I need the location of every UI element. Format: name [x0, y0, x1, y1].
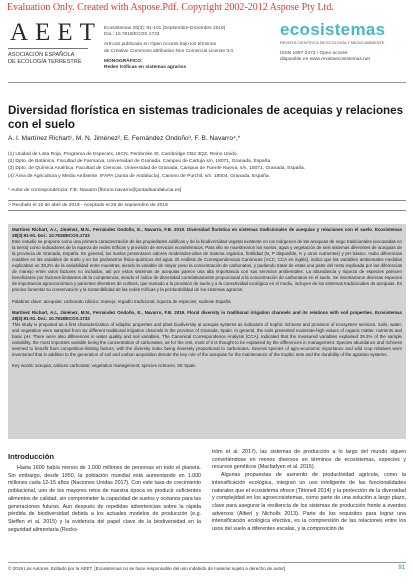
intro-paragraph-1-continued: tröm et al. 2017), las sistemas de producción a lo largo del mundo siguen convirtiéndose en menos diversos en términos de ecosistemas, especies y recursos genéticos (Macfadyen et al. 2015).	[212, 449, 406, 471]
article-title: Diversidad florística en sistemas tradicionales de acequias y relaciones con el suelo	[8, 104, 404, 131]
intro-paragraph-2: Algunas propuestas de aumento de productividad agrícola, como la intensificación ecológica, integran un uso inteligente de las funcionalidades naturales que el ecosistema ofrece (Tittonell 2014) y la protección de la diversidad y complejidad en los agroecosistemas, como parte de una solución a largo plazo, clave para asegurar la resiliencia de los sistemas de producción frente a eventos adversos (Altieri y Nicholls 2013). Parte de los requisitos para lograr una intensificación ecológica efectiva, es la comprensión de las relaciones entre los usos del suelo a diferentes escalas, y la composición de	[212, 472, 406, 533]
abstract-es-citation: Martínez Richart, A.I., Jiménez, M.N., Fernández Ondoño, E., Navarro, F.B. 2019. Diversidad florística en sistemas tradicionales de acequias y relaciones con el suelo. Ecosistemas 28(3):91-91. Doi.: 10.7818/ECOS.1733	[12, 227, 402, 239]
abstract-es-keywords: Palabras clave: acequias; carbonato cálcico; manejo; regadío tradicional; riqueza de especies; sudeste España	[12, 298, 231, 304]
journal-header	[8, 18, 406, 81]
intro-paragraph-1: Hasta 1600 había menos de 1.000 millones de personas en todo el planeta. Sin embargo, desde 1950, la población mundial está aumentando en 1.000 millones cada 12-15 años (Naciones Unidas 2017). Con este tasa de crecimiento poblacional, uno de los mayores retos de nuestra época es producir suficientes alimentos de calidad, sin comprometer la capacidad de suelos y océanos para las generaciones futuras. Aun después de repetidas advertencias sobre la rápida pérdida de biodiversidad debida a los actuales modelos de producción (e.g. Steffen et al. 2015) y la evidencia del papel clave de la biodiversidad en la seguridad alimentaria (Rocks-	[8, 465, 201, 533]
affiliations	[8, 151, 406, 180]
introduction-heading: Introducción	[8, 452, 54, 461]
monograph-label: MONOGRÁFICO:	[104, 58, 143, 64]
aeet-logo-letters: AEET	[8, 18, 88, 49]
ecosistemas-logo: ecosistemas	[280, 20, 386, 39]
intro-right-column	[212, 449, 406, 534]
ecosistemas-tagline: REVISTA CIENTÍFICA DE ECOLOGÍA Y MEDIO AMBIENTE	[280, 40, 385, 45]
issue-metadata	[104, 26, 272, 71]
abstract-en-body: This study is proposed as a first characterization of edaphic properties and plant biodiversity at acequia systems as indicators of trophic richness and provision of ecosystem services. Soils, water, and vegetation were sampled from six different traditional irrigation channels in the province of Granada, Spain. In general, the soils presented moderate-high values of organic matter, nutrients and basic pH. There were also differences in water quality and soil variables. The Canonical Correspondence Analysis (CCA), indicated that the measured variables explained 39.2% of the sample variability, the most important variable being the concentration of carbonates, as for the rest, most of it is thought to be explained by the differences in management. Species abundance and richness seemed to benefit from competition-limiting factors, with the diversity index being inversely proportional to carbonates. Several species of agro-economic importance and wild crop relatives were inventoried that in addition to the generation of soil and carbon acquisition denote the key role of the acequias for the maintenance of the trophic nets and the durability of the agrarian systems.	[12, 321, 402, 357]
author-list: A. I. Martínez Richart¹, M. N. Jiménez², E. Fernández Ondoño³, F. B. Navarro⁴,*	[8, 135, 241, 142]
monograph-title: Redes tróficas en sistemas agrarios	[104, 65, 187, 71]
availability-link[interactable]: disponible en www.revistaecosistemas.net	[280, 57, 370, 63]
abstract-en-citation: Martínez Richart, A.I., Jiménez, M.N., Fernández Ondoño, E., Navarro, F.B. 2019. Floral diversity in traditional irrigation channels and its relations with soil properties. Ecosistemas 28(3):91-91. Doi.: 10.7818/ECOS.1733	[12, 309, 402, 321]
affiliation-4: (4) Área de Agricultura y Medio Ambiente. IFAPA (Junta de Andalucía), Camino de Purchil, s/n. 18004, Granada, España.	[8, 173, 270, 179]
doi-line: Doi.: 10.7818/ECOS.1733	[104, 32, 160, 38]
copyright-footer: © 2019 Los Autores. Editado por la AEET. [Ecosistemas no se hace responsable del uso indebido de material sujeto a derecho de autor]	[8, 566, 286, 571]
aeet-logo	[8, 18, 102, 81]
corresponding-author: * Autor de correspondencia: F.B. Navarro [fbruno.navarro@juntadeandalucia.es]	[8, 188, 182, 193]
aeet-logo-subtitle-2: DE ECOLOGÍA TERRESTRE	[8, 59, 82, 65]
footer-divider	[8, 562, 406, 563]
license-line-1: Artículo publicado en Open Access bajo los términos	[104, 42, 216, 48]
abstract-box	[8, 224, 406, 439]
intro-left-column	[8, 465, 201, 534]
aeet-logo-subtitle-1: ASOCIACIÓN ESPAÑOLA	[8, 52, 75, 58]
received-accepted-dates: > Recibido el 15 de abril de 2019 - Aceptado el 26 de septiembre de 2019	[8, 200, 406, 211]
abstract-es-body: Este estudio se propone como una primera caracterización de las propiedades edáficas y de la biodiversidad vegetal existente en los márgenes de las acequias de riego tradicionales (excavadas en la tierra) como indicadores de la riqueza de redes tróficas y provisión de servicios ecosistémicos. Para ello se muestrearon los suelos, agua y vegetación de seis sistemas diferentes de acequias de la provincia de Granada, España. En general, los suelos presentaron valores moderados-altos de materia orgánica, fertilidad (N, P disponible, K y otros nutrientes) y pH básico. Hubo diferencias notables en las variables de suelo y en los parámetros físico-químicos del agua. El Análisis de Correspondencias Canónicas (ACC, CCA en inglés), indicó que las variables ambientales medidas explicaban un 39,2% de la variabilidad entre muestras, siendo la variable de mayor peso la concentración de carbonatos, y pudiendo tratar de estas una parte del resto explicada por las diferencias de manejo entre otros factores no incluidos, así por estos sistemas de acequias parece una alta importancia con sus servicios ambientales. La abundancia y riqueza de especies parecen beneficiarse por factores limitantes de la competencia, siendo el índice de diversidad correlativamente proporcional a la concentración de carbonatos en el suelo. Se inventariaron diversas especies de importancia agroeconómica y parientes silvestres de cultivos, que sumado a la provisión de suelo y a la conectividad ecológica en el medio, incluyen de los sistemas tradicionales de acequias. Es preciso fomentar su conservación y la sostenibilidad de las redes tróficas y la perdurabilidad de los sistemas agrarios.	[12, 239, 402, 293]
ecosistemas-block	[280, 21, 412, 63]
abstract-en-keywords: Key words: acequia; calcium carbonate; vegetation management; species richness; SE Spain	[12, 362, 196, 368]
license-line-2: de Creative Commons attribution Non Comercial License 3.0.	[104, 48, 235, 54]
page-number: 91	[398, 565, 405, 571]
affiliation-1: (1) Unidad de Lista Roja. Programa de Especies, UICN. Pembroke St. Cambridge CB2 3QZ, Reino Unido.	[8, 152, 238, 157]
evaluation-watermark: Evaluation Only. Created with Aspose.Pdf. Copyright 2002-2012 Aspose Pty Ltd.	[7, 2, 334, 13]
affiliation-2: (2) Dpto. de Botánica. Facultad de Farmacia, Universidad de Granada. Campus de Cartuja s/n, 18071, Granada, España.	[8, 159, 272, 165]
issue-line: Ecosistemas 28(3): 91-101 [Septiembre-Diciembre 2019]	[104, 26, 226, 31]
affiliation-3: (3) Dpto. de Química Analítica. Facultad de Ciencias. Universidad de Granada, Campus de Fuente Nueva, s/n, 18071, Granada, España.	[8, 166, 306, 172]
header-divider	[8, 82, 406, 83]
issn-line: ISSN 1697-2473 / Open access	[280, 51, 348, 56]
